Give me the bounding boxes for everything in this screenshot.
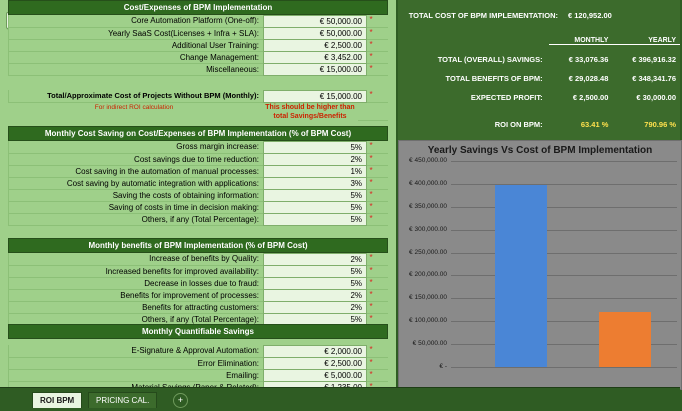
row-value-monthly: € 29,028.48 (568, 74, 609, 83)
row-marker: * (367, 214, 375, 226)
table-row (8, 358, 388, 370)
column-header-yearly: YEARLY (612, 37, 680, 45)
row-pad (375, 178, 388, 190)
gridline (451, 230, 677, 231)
gridline (451, 275, 677, 276)
table-row (8, 278, 388, 290)
row-value-yearly: € 348,341.76 (632, 74, 676, 83)
row-pad (375, 278, 388, 290)
row-marker: * (367, 302, 375, 314)
row-value-input[interactable]: € 15,000.00 (263, 64, 367, 76)
y-tick-label: € - (439, 363, 447, 370)
costs-section-header: Cost/Expenses of BPM Implementation (8, 0, 388, 15)
row-value-input[interactable]: € 50,000.00 (263, 28, 367, 40)
row-value-input[interactable]: 5% (263, 202, 367, 214)
row-label: Cost savings due to time reduction: (8, 154, 263, 166)
row-value-input[interactable]: € 3,452.00 (263, 52, 367, 64)
row-label: Core Automation Platform (One-off): (8, 15, 263, 28)
row-value-input[interactable]: € 5,000.00 (263, 370, 367, 382)
gridline (451, 253, 677, 254)
table-row (8, 290, 388, 302)
table-row (8, 64, 388, 76)
row-pad (375, 345, 388, 358)
table-row (8, 15, 388, 28)
row-value-input[interactable]: € 2,000.00 (263, 345, 367, 358)
row-value-input[interactable]: 5% (263, 266, 367, 278)
row-label: E-Signature & Approval Automation: (8, 345, 263, 358)
table-row (8, 40, 388, 52)
sheet-tab-bar (0, 387, 680, 411)
row-value-input[interactable]: 2% (263, 253, 367, 266)
total-cost-label: TOTAL COST OF BPM IMPLEMENTATION: (408, 11, 558, 20)
y-tick-label: € 450,000.00 (409, 157, 447, 164)
row-marker: * (367, 178, 375, 190)
row-label: Increased benefits for improved availability: (8, 266, 263, 278)
summary-column-headers (398, 33, 680, 48)
row-value-input[interactable]: 2% (263, 290, 367, 302)
row-value-input[interactable]: 3% (263, 178, 367, 190)
row-marker: * (367, 190, 375, 202)
row-pad (375, 190, 388, 202)
row-pad (375, 90, 388, 103)
row-value-input[interactable]: 2% (263, 302, 367, 314)
row-label: Cost saving in the automation of manual processes: (8, 166, 263, 178)
monthly-benefits-section (8, 238, 388, 326)
row-pad (375, 370, 388, 382)
row-label: Gross margin increase: (8, 141, 263, 154)
chart-title: Yearly Savings Vs Cost of BPM Implementation (427, 145, 653, 156)
row-marker: * (367, 90, 375, 103)
row-marker: * (367, 15, 375, 28)
row-label: Benefits for improvement of processes: (8, 290, 263, 302)
tab-roi-bpm[interactable]: ROI BPM (32, 392, 82, 408)
row-marker: * (367, 345, 375, 358)
row-label: Saving the costs of obtaining information: (8, 190, 263, 202)
table-row (398, 71, 680, 86)
roi-row (398, 117, 680, 132)
row-pad (375, 290, 388, 302)
row-label: Decrease in losses due to fraud: (8, 278, 263, 290)
row-pad (375, 302, 388, 314)
row-marker: * (367, 266, 375, 278)
row-value-yearly: € 396,916.32 (632, 55, 676, 64)
table-row (8, 253, 388, 266)
row-marker: * (367, 141, 375, 154)
row-label: Change Management: (8, 52, 263, 64)
costs-total-row (8, 90, 388, 103)
table-row (398, 52, 680, 67)
row-label: Yearly SaaS Cost(Licenses + Infra + SLA): (8, 28, 263, 40)
monthly-cost-saving-section (8, 126, 388, 226)
row-pad (375, 64, 388, 76)
monthly-benefits-header: Monthly benefits of BPM Implementation (% of BPM Cost) (8, 238, 388, 253)
row-pad (375, 166, 388, 178)
row-value-input[interactable]: 5% (263, 314, 367, 326)
row-marker: * (367, 370, 375, 382)
row-value-input[interactable]: 1% (263, 166, 367, 178)
row-label: Saving of costs in time in decision making: (8, 202, 263, 214)
column-header-monthly: MONTHLY (549, 37, 613, 45)
table-row (8, 141, 388, 154)
costs-total-value[interactable]: € 15,000.00 (263, 90, 367, 103)
row-marker: * (367, 28, 375, 40)
y-tick-label: € 350,000.00 (409, 202, 447, 210)
row-marker: * (367, 166, 375, 178)
row-label: TOTAL BENEFITS OF BPM: (445, 74, 543, 83)
table-row (8, 178, 388, 190)
row-label: EXPECTED PROFIT: (470, 93, 543, 102)
row-marker: * (367, 40, 375, 52)
costs-note-red: This should be higher than total Savings/Benefits (262, 103, 358, 121)
table-row (8, 52, 388, 64)
table-row (8, 266, 388, 278)
row-value-input[interactable]: 5% (263, 278, 367, 290)
row-label: Others, if any (Total Percentage): (8, 214, 263, 226)
row-marker: * (367, 253, 375, 266)
gridline (451, 367, 677, 368)
row-value-monthly: € 2,500.00 (572, 93, 609, 102)
table-row (8, 370, 388, 382)
table-row (8, 166, 388, 178)
total-cost-row (398, 8, 680, 23)
roi-monthly-value: 63.41 % (580, 120, 609, 129)
chart-panel[interactable] (398, 140, 682, 390)
y-tick-label: € 50,000.00 (412, 340, 447, 348)
row-pad (375, 214, 388, 226)
quantifiable-savings-header: Monthly Quantifiable Savings (8, 324, 388, 339)
row-marker: * (367, 358, 375, 370)
y-tick-label: € 250,000.00 (409, 248, 447, 256)
row-label: Miscellaneous: (8, 64, 263, 76)
row-pad (358, 103, 388, 121)
row-marker: * (367, 52, 375, 64)
row-label: Emailing: (8, 370, 263, 382)
row-pad (375, 141, 388, 154)
tab-pricing-cal[interactable]: PRICING CAL. (88, 392, 157, 408)
table-row (8, 28, 388, 40)
costs-note-indirect: For indirect ROI calculation (8, 103, 262, 121)
table-row (8, 345, 388, 358)
row-value-input[interactable]: 2% (263, 154, 367, 166)
y-tick-label: € 200,000.00 (409, 271, 447, 279)
row-label: TOTAL (OVERALL) SAVINGS: (437, 55, 543, 64)
table-row (8, 154, 388, 166)
y-tick-label: € 100,000.00 (409, 317, 447, 325)
row-value-input[interactable]: 5% (263, 141, 367, 154)
gridline (451, 207, 677, 208)
row-value-input[interactable]: € 2,500.00 (263, 40, 367, 52)
costs-note-row (8, 103, 388, 121)
y-tick-label: € 150,000.00 (409, 294, 447, 302)
row-marker: * (367, 64, 375, 76)
gridline (451, 184, 677, 185)
add-sheet-icon[interactable]: + (173, 393, 188, 408)
row-pad (375, 253, 388, 266)
y-tick-label: € 300,000.00 (409, 225, 447, 233)
table-row (8, 202, 388, 214)
gridline (451, 161, 677, 162)
row-label: Increase of benefits by Quality: (8, 253, 263, 266)
row-label: Additional User Training: (8, 40, 263, 52)
row-pad (375, 202, 388, 214)
row-marker: * (367, 278, 375, 290)
gridline (451, 298, 677, 299)
costs-total-label: Total/Approximate Cost of Projects Without BPM (Monthly): (8, 90, 263, 103)
row-pad (375, 358, 388, 370)
row-pad (375, 28, 388, 40)
row-label: Cost saving by automatic integration with applications: (8, 178, 263, 190)
row-label: Benefits for attracting customers: (8, 302, 263, 314)
row-label: Error Elimination: (8, 358, 263, 370)
row-pad (375, 40, 388, 52)
row-value-monthly: € 33,076.36 (568, 55, 609, 64)
table-row (8, 302, 388, 314)
roi-label: ROI ON BPM: (494, 120, 543, 129)
summary-panel (398, 0, 680, 138)
table-row (8, 190, 388, 202)
row-pad (375, 266, 388, 278)
row-value-input[interactable]: € 50,000.00 (263, 15, 367, 28)
table-row (8, 214, 388, 226)
row-marker: * (367, 154, 375, 166)
row-pad (375, 15, 388, 28)
row-value-input[interactable]: 5% (263, 214, 367, 226)
row-marker: * (367, 314, 375, 326)
roi-yearly-value: 790.96 % (644, 120, 676, 129)
row-pad (375, 154, 388, 166)
costs-section (8, 0, 388, 121)
table-row (398, 90, 680, 105)
row-value-yearly: € 30,000.00 (636, 93, 676, 102)
monthly-cost-saving-header: Monthly Cost Saving on Cost/Expenses of BPM Implementation (% of BPM Cost) (8, 126, 388, 141)
chart-bar-bpm-cost (599, 312, 651, 367)
row-value-input[interactable]: € 2,500.00 (263, 358, 367, 370)
total-cost-value: € 120,952.00 (568, 11, 612, 20)
row-marker: * (367, 202, 375, 214)
row-marker: * (367, 290, 375, 302)
row-pad (375, 52, 388, 64)
row-value-input[interactable]: 5% (263, 190, 367, 202)
row-label: Others, if any (Total Percentage): (8, 314, 263, 326)
chart-plot-area (409, 157, 677, 370)
y-tick-label: € 400,000.00 (409, 179, 447, 187)
chart-bar-yearly-savings (495, 185, 547, 367)
